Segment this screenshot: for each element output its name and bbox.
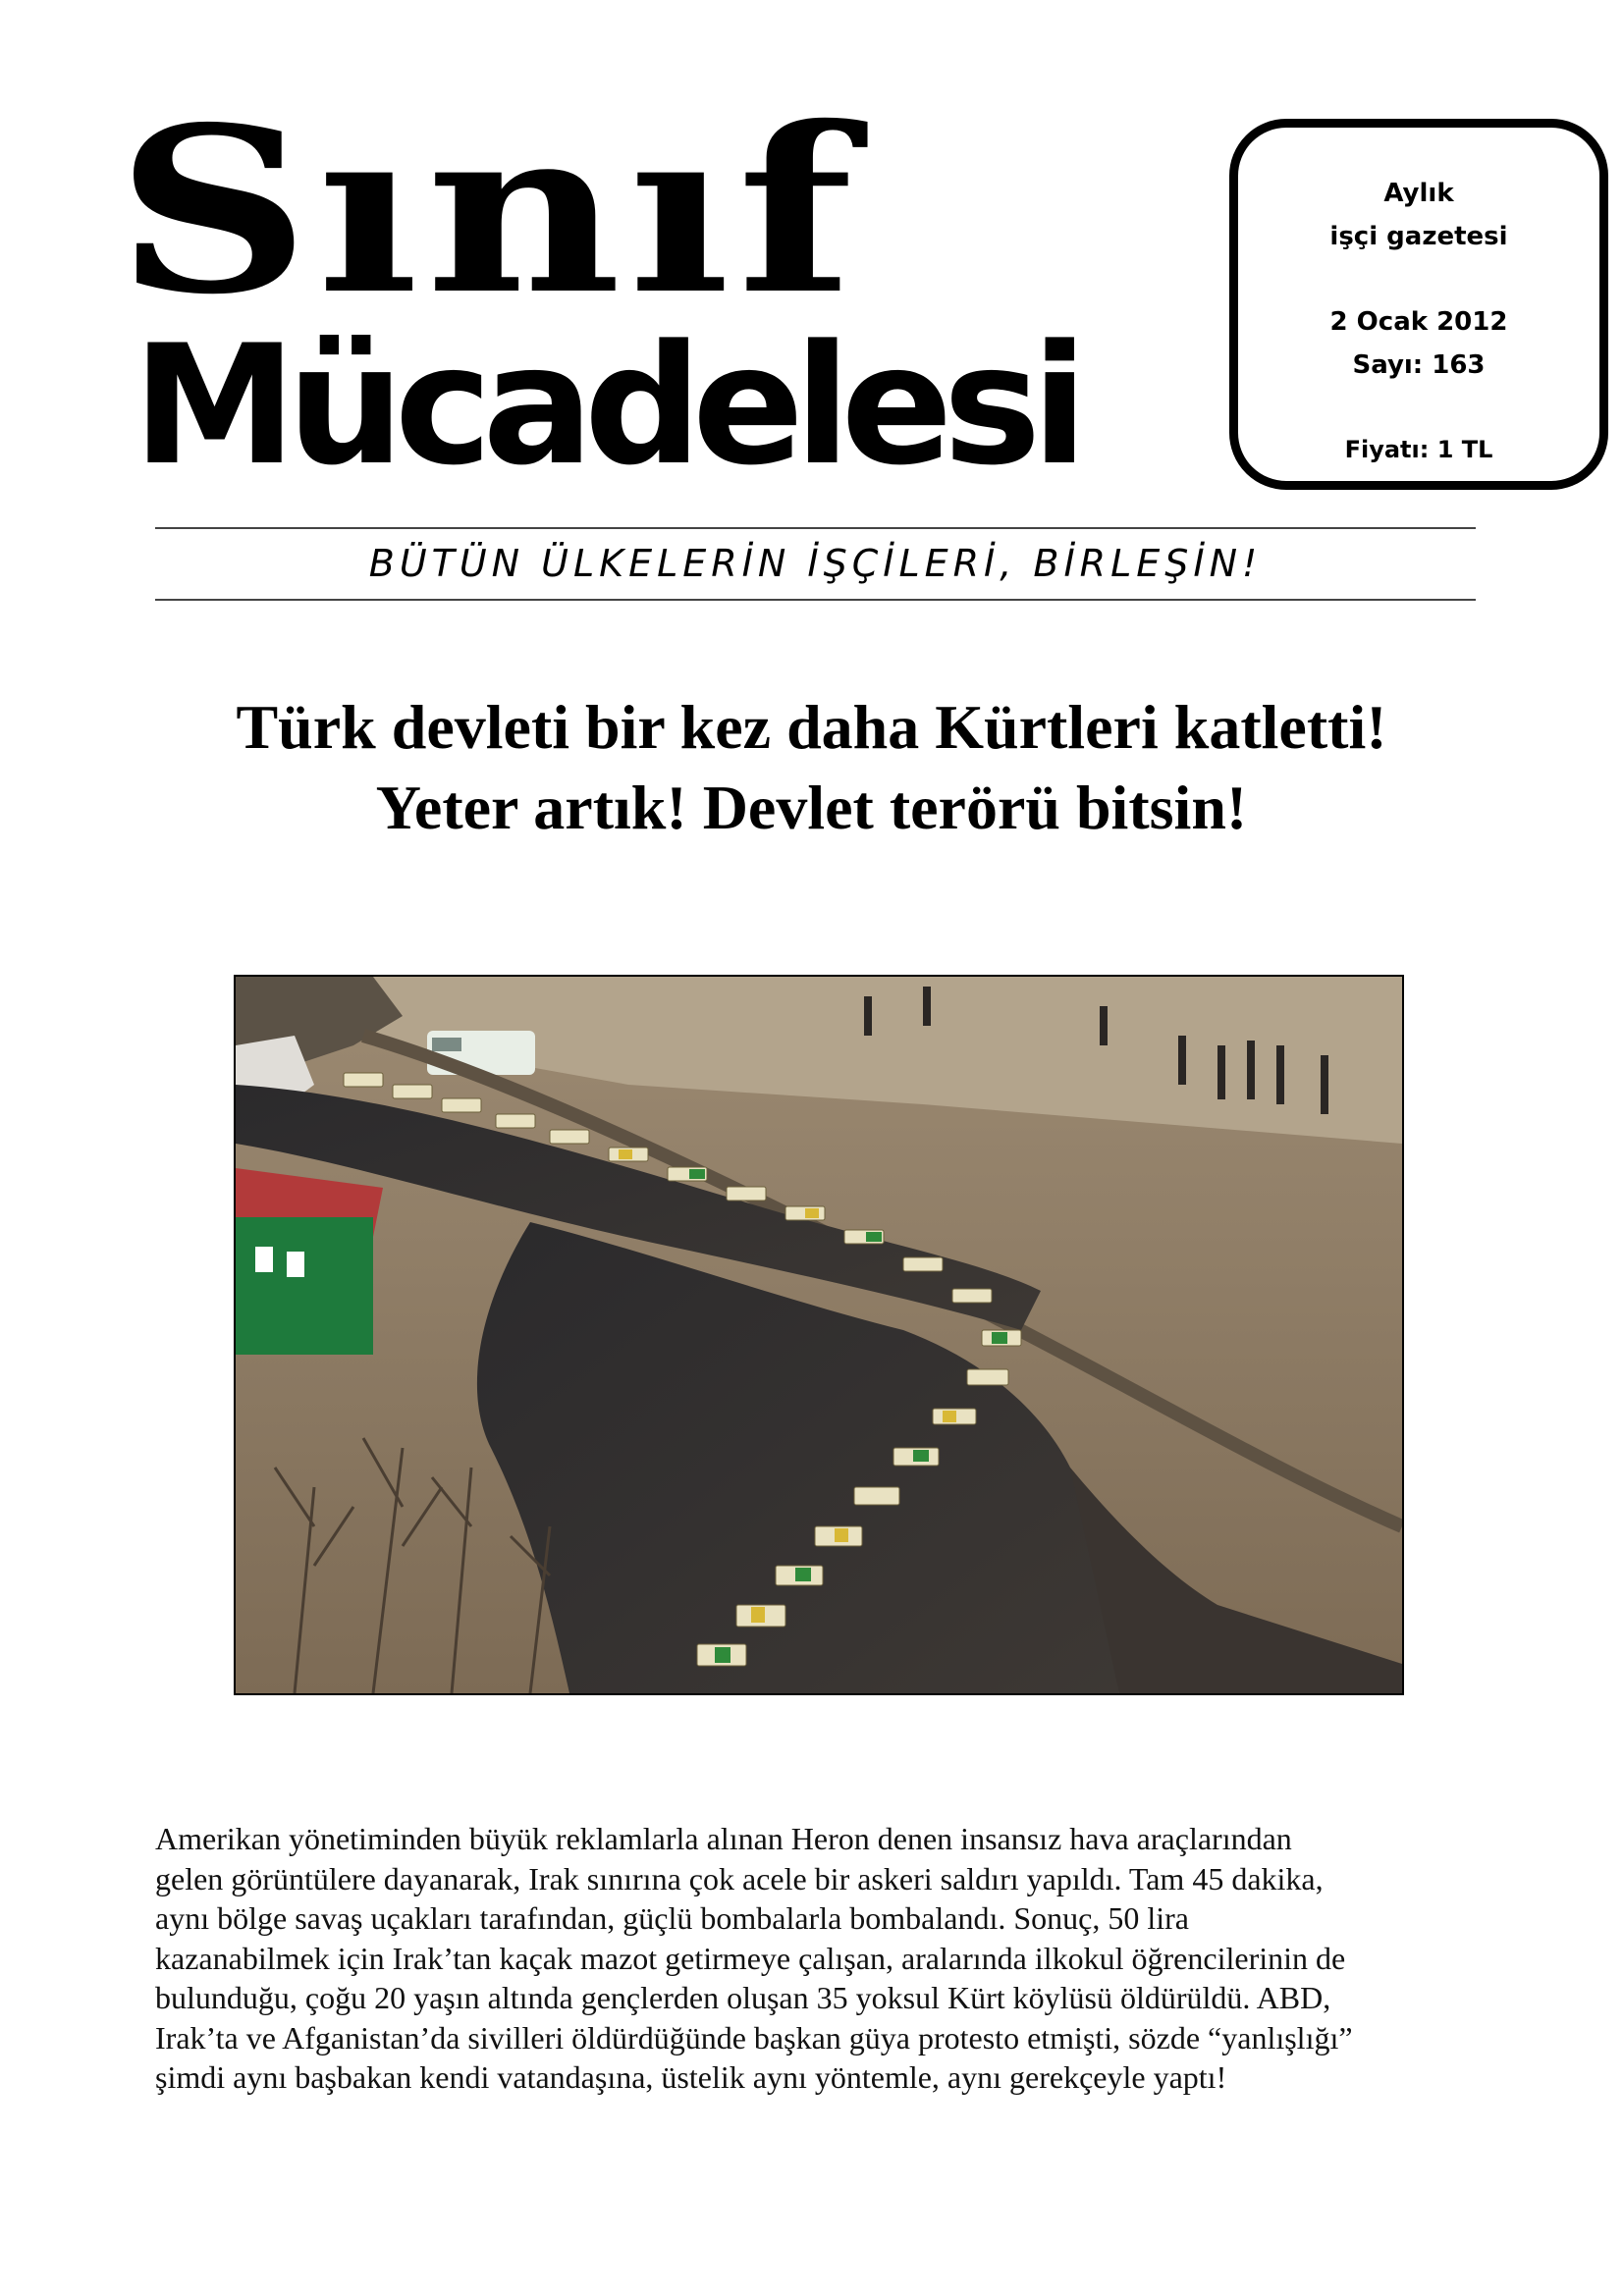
article-line: gelen görüntülere dayanarak, Irak sınırına çok acele bir askeri saldırı yapıldı. Tam 45 dakika, <box>155 1860 1324 1896</box>
masthead-title-line2: Mücadelesi <box>133 309 1079 502</box>
issue-number: Sayı: 163 <box>1352 350 1486 380</box>
headline-line1: Türk devleti bir kez daha Kürtleri katletti! <box>236 692 1387 762</box>
masthead-title-line1: Sınıf <box>116 77 860 345</box>
headline-line2: Yeter artık! Devlet terörü bitsin! <box>375 773 1248 842</box>
article-line: bulunduğu, çoğu 20 yaşın altında gençlerden oluşan 35 yoksul Kürt köylüsü öldürüldü. ABD, <box>155 1980 1331 2015</box>
publication-type: işçi gazetesi <box>1329 222 1508 251</box>
issue-price: Fiyatı: 1 TL <box>1344 436 1493 463</box>
article-line: şimdi aynı başbakan kendi vatandaşına, üstelik aynı yöntemle, aynı gerekçeyle yaptı! <box>155 2059 1227 2095</box>
slogan-bottom-rule <box>155 599 1476 601</box>
headline <box>98 687 1525 848</box>
slogan: BÜTÜN ÜLKELERİN İŞÇİLERİ, BİRLEŞİN! <box>368 542 1263 585</box>
publication-frequency: Aylık <box>1383 179 1454 208</box>
article-line: aynı bölge savaş uçakları tarafından, güçlü bombalarla bombalandı. Sonuç, 50 lira <box>155 1900 1189 1936</box>
article-line: Irak’ta ve Afganistan’da sivilleri öldürdüğünde başkan güya protesto etmişti, sözde “yanlışlığı” <box>155 2019 1353 2056</box>
funeral-procession-photo <box>234 975 1404 1695</box>
photo-illustration <box>236 977 1402 1693</box>
article-line: kazanabilmek için Irak’tan kaçak mazot getirmeye çalışan, aralarında ilkokul öğrencilerinin de <box>155 1940 1346 1976</box>
issue-info-box <box>1229 119 1608 490</box>
issue-date: 2 Ocak 2012 <box>1329 307 1508 337</box>
article-line: Amerikan yönetiminden büyük reklamlarla alınan Heron denen insansız hava araçlarından <box>155 1821 1292 1856</box>
article-body <box>155 1819 1490 2098</box>
slogan-top-rule <box>155 527 1476 529</box>
